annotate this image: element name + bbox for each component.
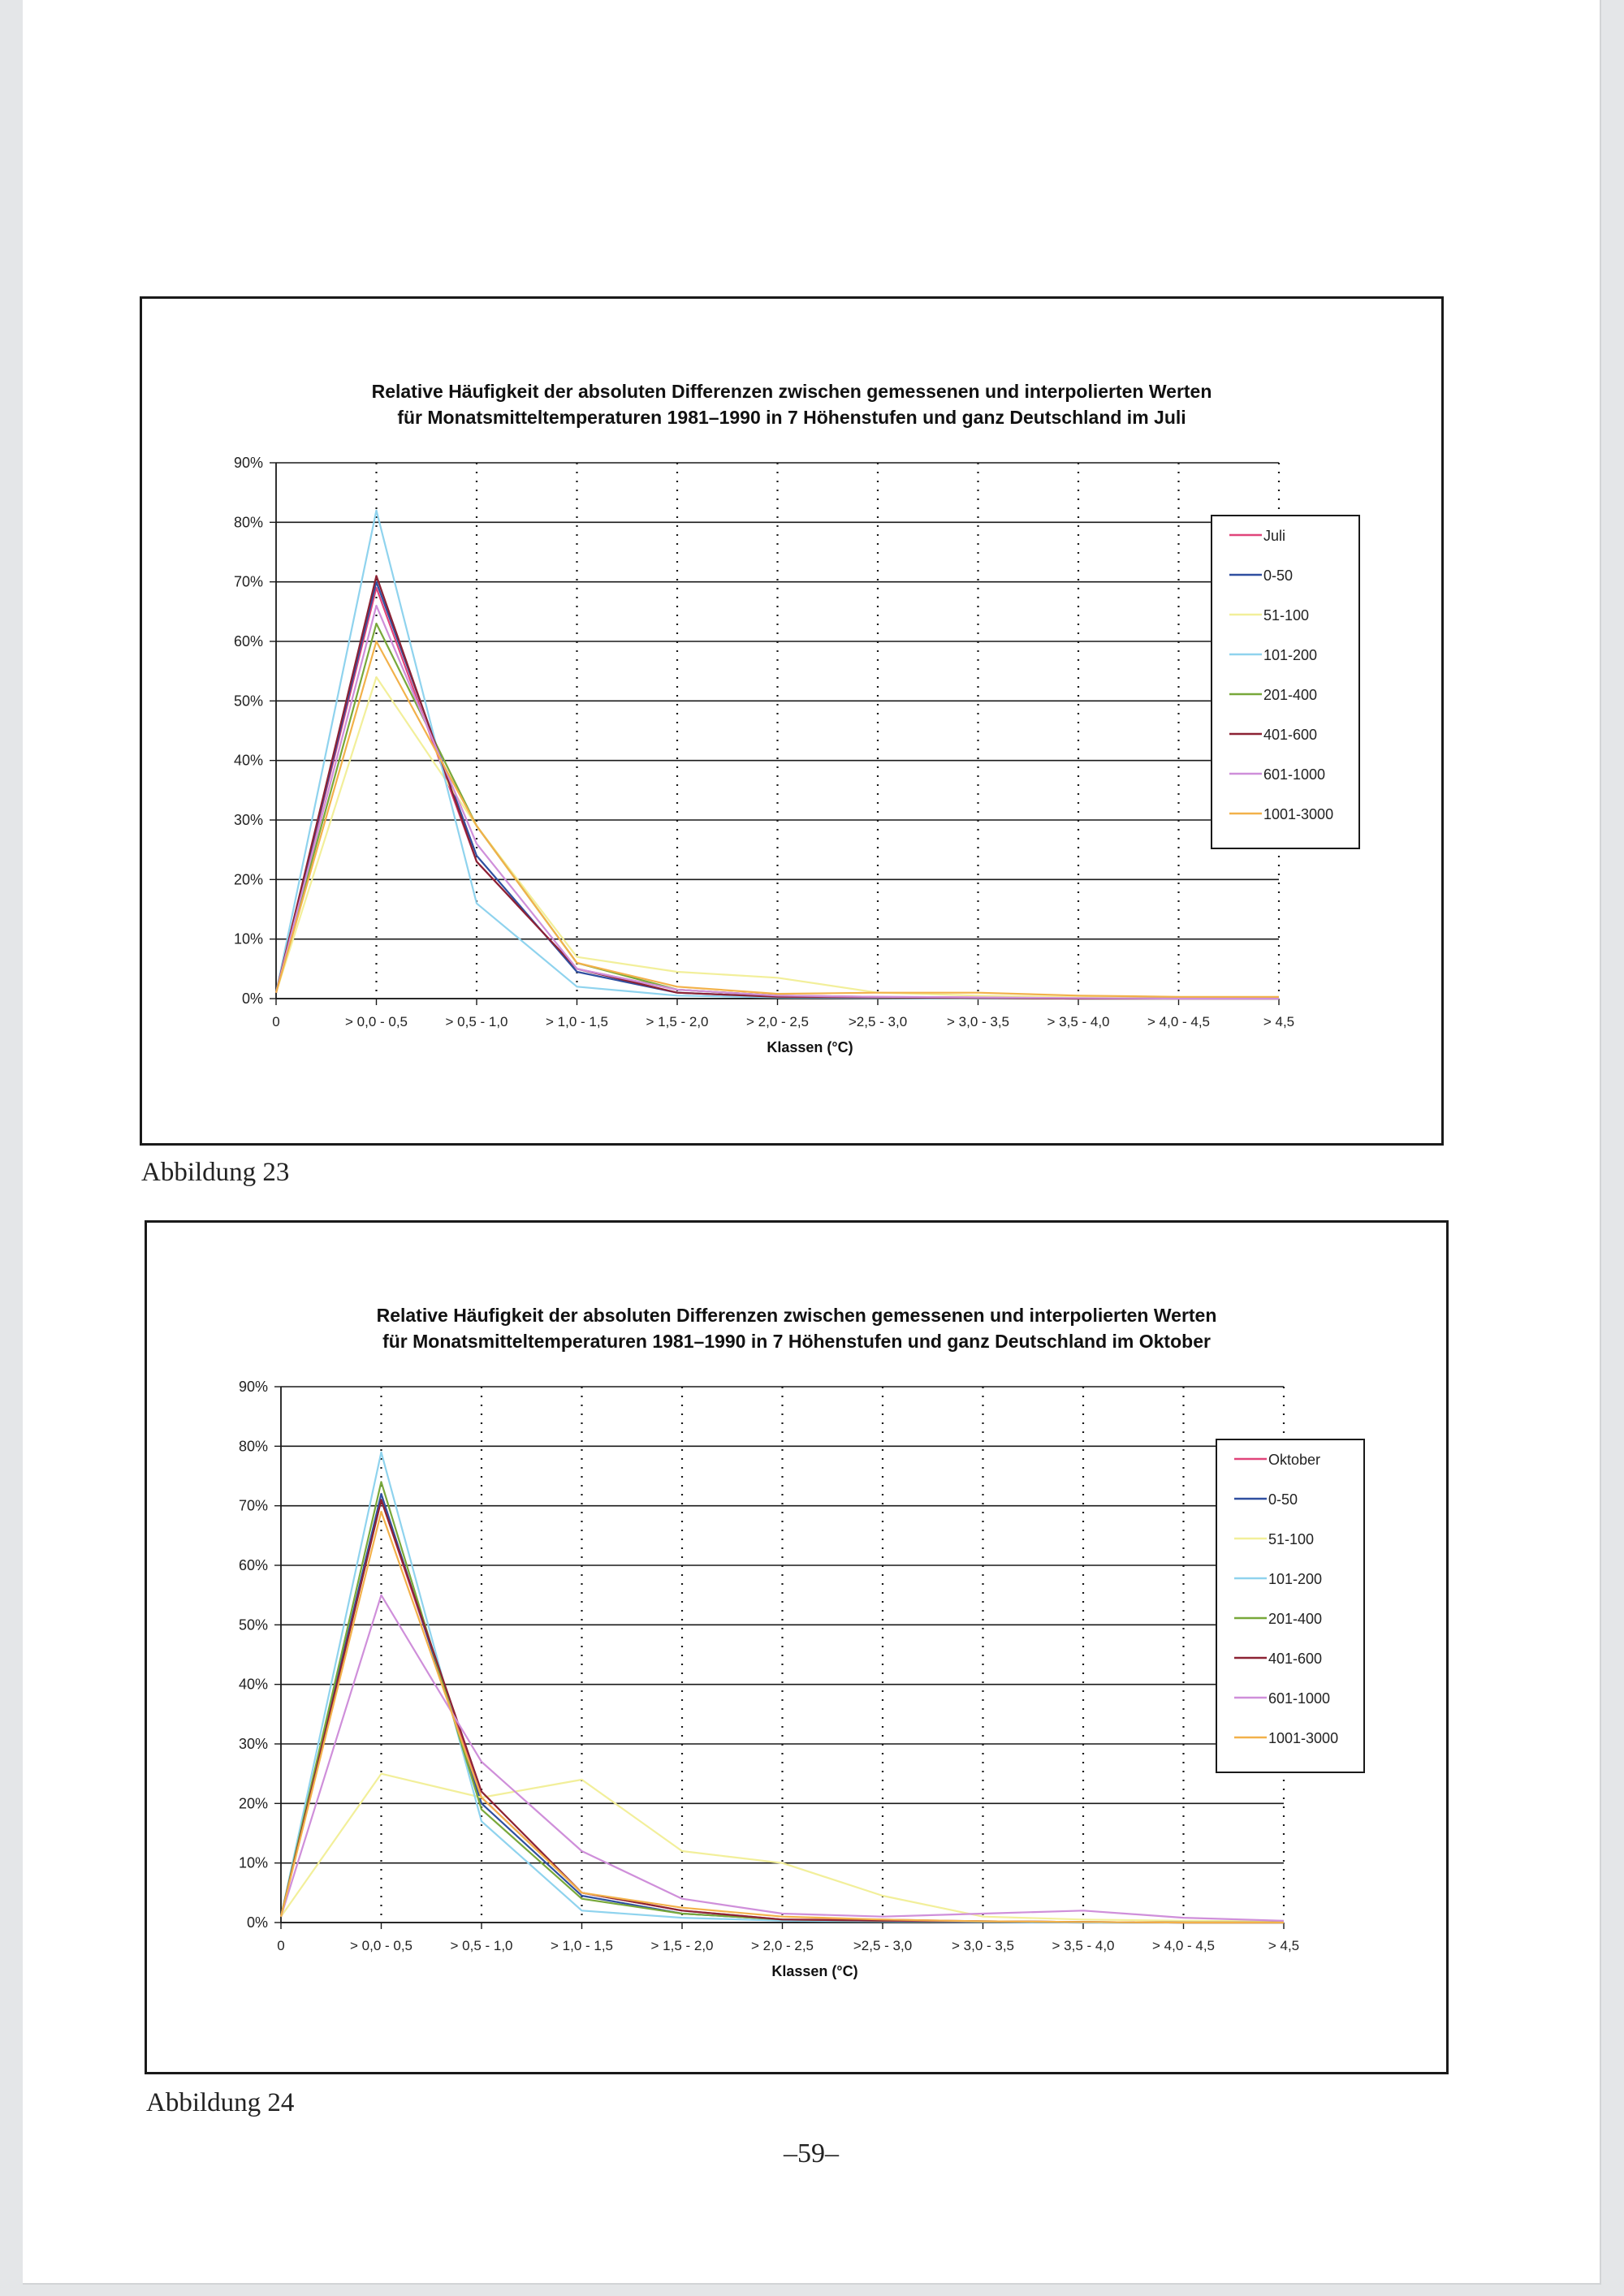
y-tick-label: 0% [241, 990, 263, 1007]
x-tick-label: > 0,0 - 0,5 [344, 1014, 408, 1029]
legend-label: 0-50 [1263, 568, 1294, 584]
legend-label: 101-200 [1263, 647, 1318, 663]
x-tick-label: >2,5 - 3,0 [853, 1938, 913, 1953]
y-tick-label: 10% [233, 930, 263, 947]
legend-label: 601-1000 [1263, 766, 1326, 783]
x-axis-label: Klassen (°C) [771, 1963, 858, 1979]
chart-title-line-2: für Monatsmitteltemperaturen 1981–1990 in 7 Höhenstufen und ganz Deutschland im Oktober [382, 1331, 1211, 1352]
x-tick-label: > 1,5 - 2,0 [650, 1938, 714, 1953]
x-tick-label: > 2,0 - 2,5 [745, 1014, 810, 1029]
y-tick-label: 40% [233, 752, 263, 769]
figure-24-frame [145, 1220, 1449, 2074]
legend-label: 1001-3000 [1263, 806, 1334, 822]
x-tick-label: > 2,0 - 2,5 [750, 1938, 814, 1953]
x-tick-label: > 3,0 - 3,5 [946, 1014, 1010, 1029]
chart-title-line-1: Relative Häufigkeit der absoluten Differenzen zwischen gemessenen und interpolierten Werten [376, 1305, 1217, 1326]
x-tick-label: > 4,0 - 4,5 [1151, 1938, 1216, 1953]
x-tick-label: > 3,5 - 4,0 [1047, 1014, 1110, 1029]
document-page [23, 0, 1601, 2285]
legend-label: 601-1000 [1268, 1690, 1331, 1707]
y-tick-label: 70% [238, 1497, 268, 1514]
y-tick-label: 50% [238, 1616, 268, 1634]
x-tick-label: > 0,5 - 1,0 [445, 1014, 508, 1029]
legend-label: 201-400 [1268, 1611, 1323, 1627]
x-tick-label: 0 [277, 1938, 285, 1953]
y-tick-label: 30% [233, 812, 263, 828]
legend-label: 201-400 [1263, 687, 1318, 703]
x-tick-label: > 4,0 - 4,5 [1147, 1014, 1211, 1029]
x-tick-label: > 0,0 - 0,5 [349, 1938, 413, 1953]
y-tick-label: 80% [238, 1438, 268, 1455]
y-tick-label: 40% [238, 1676, 268, 1693]
y-tick-label: 70% [233, 573, 263, 590]
series-line-Oktober [281, 1500, 1284, 1923]
series-line-51-100 [281, 1774, 1284, 1922]
x-tick-label: > 1,0 - 1,5 [545, 1014, 609, 1029]
legend-label: Juli [1263, 528, 1286, 544]
chart-abbildung-24 [147, 1223, 1446, 2072]
page-number: –59– [784, 2138, 839, 2169]
legend-label: 51-100 [1268, 1531, 1315, 1547]
figure-24-caption: Abbildung 24 [146, 2088, 295, 2117]
x-tick-label: > 4,5 [1263, 1014, 1295, 1029]
chart-title-line-2: für Monatsmitteltemperaturen 1981–1990 in 7 Höhenstufen und ganz Deutschland im Juli [397, 407, 1186, 428]
y-tick-label: 50% [233, 693, 263, 710]
legend-label: 51-100 [1263, 607, 1310, 624]
chart-title-line-1: Relative Häufigkeit der absoluten Differenzen zwischen gemessenen und interpolierten Werten [371, 381, 1212, 402]
figure-23-caption: Abbildung 23 [141, 1158, 290, 1187]
y-tick-label: 80% [233, 514, 263, 531]
x-tick-label: > 4,5 [1268, 1938, 1300, 1953]
chart-legend [1216, 1439, 1364, 1772]
x-axis-label: Klassen (°C) [767, 1039, 853, 1055]
figure-23-frame [140, 296, 1444, 1146]
series-line-101-200 [276, 511, 1279, 999]
legend-label: Oktober [1268, 1452, 1321, 1468]
x-tick-label: > 1,0 - 1,5 [550, 1938, 614, 1953]
series-line-401-600 [276, 576, 1279, 999]
chart-legend [1212, 516, 1359, 848]
y-tick-label: 90% [233, 455, 263, 471]
y-tick-label: 10% [238, 1854, 268, 1871]
x-tick-label: > 1,5 - 2,0 [646, 1014, 709, 1029]
chart-abbildung-23 [142, 299, 1441, 1143]
y-tick-label: 20% [238, 1795, 268, 1812]
y-tick-label: 60% [233, 633, 263, 650]
legend-label: 0-50 [1268, 1491, 1298, 1508]
series-line-401-600 [281, 1500, 1284, 1923]
legend-label: 1001-3000 [1268, 1730, 1339, 1746]
x-tick-label: > 0,5 - 1,0 [450, 1938, 513, 1953]
legend-label: 401-600 [1263, 727, 1318, 743]
y-tick-label: 0% [246, 1914, 268, 1931]
x-tick-label: > 3,5 - 4,0 [1052, 1938, 1115, 1953]
series-line-1001-3000 [276, 641, 1279, 997]
x-tick-label: > 3,0 - 3,5 [951, 1938, 1015, 1953]
y-tick-label: 90% [238, 1379, 268, 1395]
legend-label: 401-600 [1268, 1651, 1323, 1667]
y-tick-label: 60% [238, 1557, 268, 1573]
y-tick-label: 20% [233, 871, 263, 888]
legend-label: 101-200 [1268, 1571, 1323, 1587]
y-tick-label: 30% [238, 1736, 268, 1752]
x-tick-label: >2,5 - 3,0 [848, 1014, 908, 1029]
x-tick-label: 0 [272, 1014, 280, 1029]
